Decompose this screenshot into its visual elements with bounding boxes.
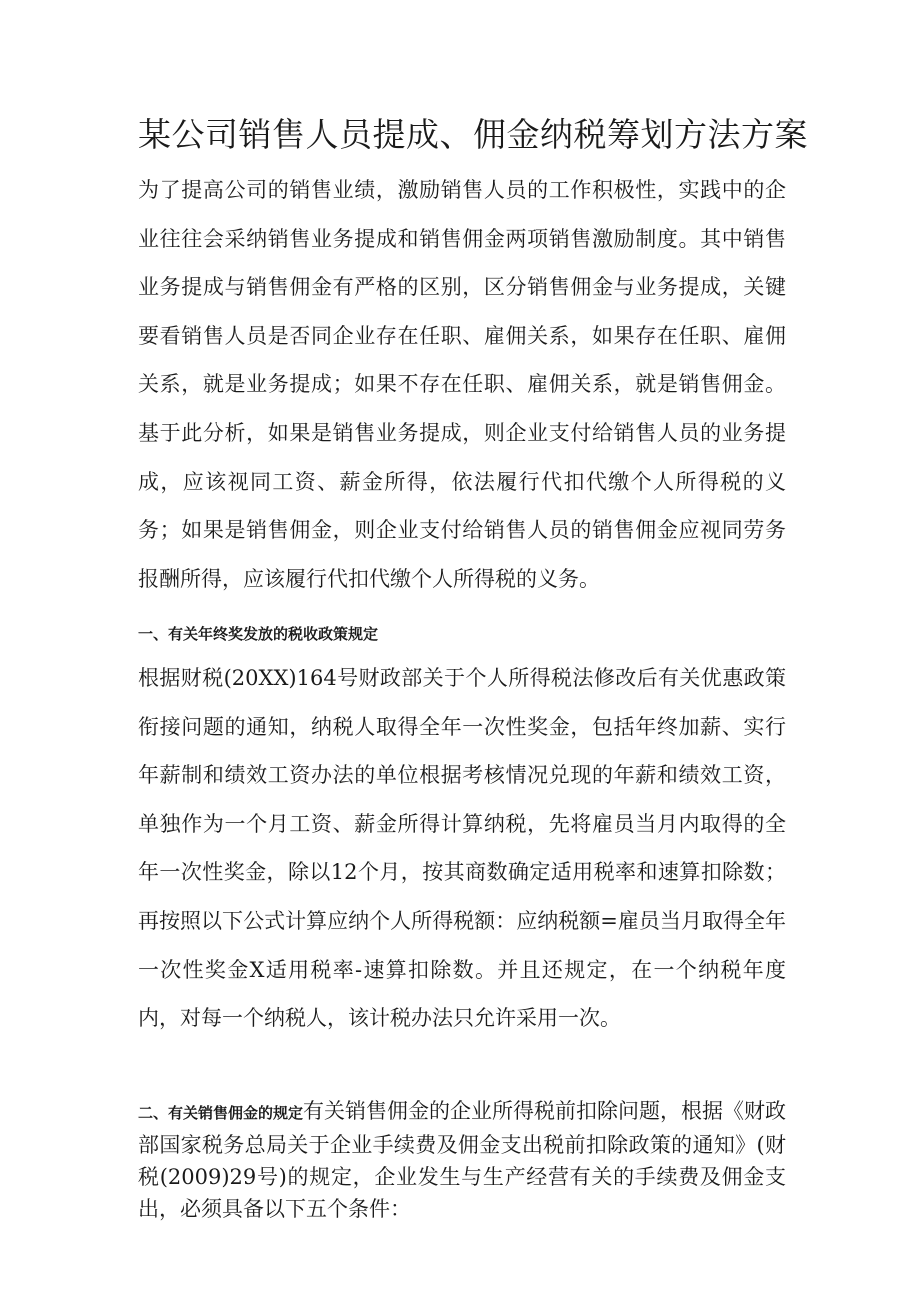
section-2-heading: 二、有关销售佣金的规定 <box>138 1104 304 1122</box>
intro-paragraph: 为了提高公司的销售业绩，激励销售人员的工作积极性，实践中的企业往往会采纳销售业务提成和销售佣金两项销售激励制度。其中销售业务提成与销售佣金有严格的区别，区分销售佣金与业务提成，关键要看销售人员是否同企业存在任职、雇佣关系，如果存在任职、雇佣关系，就是业务提成；如果不存在任职、雇佣关系，就是销售佣金。基于此分析，如果是销售业务提成，则企业支付给销售人员的业务提成，应该视同工资、薪金所得，依法履行代扣代缴个人所得税的义务；如果是销售佣金，则企业支付给销售人员的销售佣金应视同劳务报酬所得，应该履行代扣代缴个人所得税的义务。 <box>138 178 786 591</box>
document-title: 某公司销售人员提成、佣金纳税筹划方法方案 <box>138 115 808 154</box>
section-2-body: 有关销售佣金的企业所得税前扣除问题，根据《财政部国家税务总局关于企业手续费及佣金支出税前扣除政策的通知》(财税(2009)29号)的规定，企业发生与生产经营有关的手续费及佣金支出，必须具备以下五个条件： <box>138 1099 787 1221</box>
section-1-heading: 一、有关年终奖发放的税收政策规定 <box>138 625 379 643</box>
section-2-paragraph <box>138 1095 786 1225</box>
section-1-paragraph: 根据财税(20XX)164号财政部关于个人所得税法修改后有关优惠政策衔接问题的通知，纳税人取得全年一次性奖金，包括年终加薪、实行年薪制和绩效工资办法的单位根据考核情况兑现的年薪和绩效工资，单独作为一个月工资、薪金所得计算纳税，先将雇员当月内取得的全年一次性奖金，除以12个月，按其商数确定适用税率和速算扣除数；再按照以下公式计算应纳个人所得税额：应纳税额=雇员当月取得全年一次性奖金X适用税率-速算扣除数。并且还规定，在一个纳税年度内，对每一个纳税人，该计税办法只允许采用一次。 <box>138 666 786 1031</box>
